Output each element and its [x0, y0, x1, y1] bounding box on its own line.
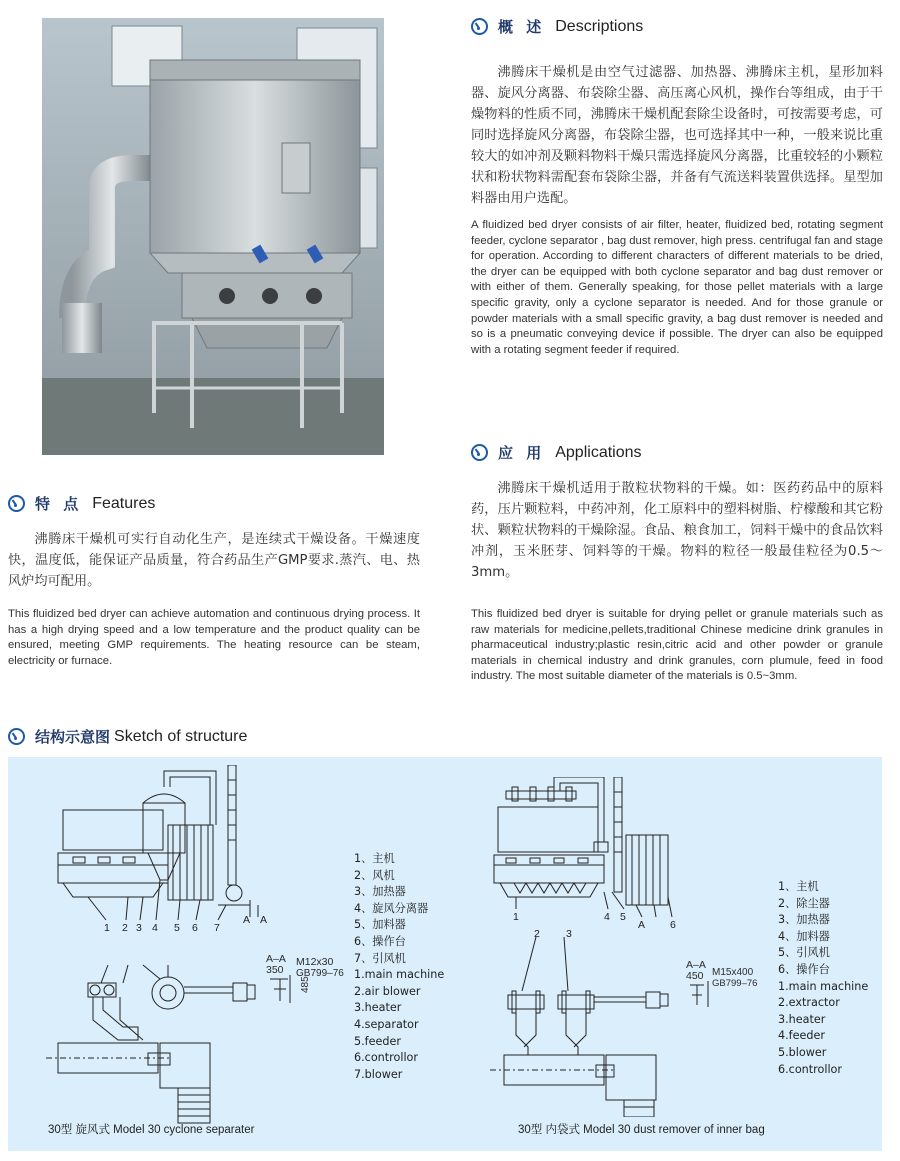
cyclone-legend-item: 1.main machine — [354, 968, 445, 982]
inner-bag-section-detail — [686, 959, 776, 1009]
cyclone-legend-item: 3、加热器 — [354, 885, 406, 899]
cyclone-label-a1: A — [243, 914, 251, 926]
applications-text-en: This fluidized bed dryer is suitable for drying pellet or granule materials such as raw materials for medicine,pellets,traditional Chinese medicine drink granules in pharmaceutical industry;plastic resin,citric acid and other powder or granule materials in chemical industry and drink granules, corn plumule, feed in food industry. The most suitable diameter of the materials is 0.5~3mm. — [471, 608, 883, 683]
inner-bag-label-1: 1 — [513, 911, 519, 923]
dryer-photo-illustration — [42, 18, 384, 455]
applications-heading-cn: 应 用 — [498, 444, 546, 462]
cyclone-label-3: 3 — [136, 922, 142, 934]
descriptions-heading — [471, 16, 643, 37]
applications-text-cn: 沸腾床干燥机适用于散粒状物料的干燥。如：医药药品中的原料药，压片颗粒料，中药冲剂，化工原料中的塑料树脂、柠檬酸和其它粉状、颗粒状物料的干燥除湿。食品、粮食加工，饲料干燥中的食品饮料冲剂，玉米胚芽、饲料等的干燥。物料的粒径一般最佳粒径为0.5～3mm。 — [471, 481, 883, 580]
cyclone-label-a2: A — [260, 914, 268, 926]
features-text-en: This fluidized bed dryer can achieve automation and continuous drying process. It has a high drying speed and a low temperature and the product quality can be ensured, meeting GMP requirements. The heating resource can be steam, electricity or furnace. — [8, 608, 420, 667]
sketch-heading-en: Sketch of structure — [114, 727, 248, 745]
inner-bag-legend-item: 4.feeder — [778, 1029, 825, 1043]
cyclone-legend-item: 6.controllor — [354, 1051, 419, 1065]
descriptions-text-en: A fluidized bed dryer consists of air filter, heater, fluidized bed, rotating segment feeder, cyclone separator , bag dust remover, high press. centrifugal fan and stage for operation. According to different characters of different materials to be dried, the dryer can be equipped with both cyclone separator and bag dust remover or with either of them. Generally speaking, for those pellet materials with a large specific gravity, only a cyclone separator is needed. And for those granule or powder materials with a small specific gravity, a bag dust remover is needed and so is a pneumatic conveying device if possible. The dryer can also be equipped with a rotating segment feeder if required. — [471, 219, 883, 356]
inner-bag-label-5: 5 — [620, 911, 626, 923]
sketch-heading — [8, 726, 247, 747]
inner-bag-section-sketch — [686, 981, 716, 1009]
features-heading-en: Features — [92, 494, 156, 512]
gauge-icon — [471, 444, 488, 461]
descriptions-text-cn: 沸腾床干燥机是由空气过滤器、加热器、沸腾床主机，星形加料器、旋风分离器、布袋除尘器、高压离心风机，操作台等组成，由于干燥物料的性质不同，沸腾床干燥机配套除尘设备时，可按需要考虑，可同时选择旋风分离器，布袋除尘器，也可选择其中一种，一般来说比重较大的如冲剂及颗料物料干燥只需选择旋风分离器，比重较轻的小颗粒状和粉状物料需配套布袋除尘器，并备有气流送料装置供选择。星型加料器由用户选配。 — [471, 65, 883, 206]
cyclone-legend-item: 2.air blower — [354, 984, 421, 998]
cyclone-dim-485: 485 — [300, 976, 311, 993]
cyclone-legend-item: 4.separator — [354, 1017, 419, 1031]
inner-bag-legend-item: 3、加热器 — [778, 913, 830, 927]
cyclone-legend-item: 1、主机 — [354, 852, 395, 865]
applications-heading — [471, 442, 642, 463]
inner-bag-caption: 30型 内袋式 Model 30 dust remover of inner bag — [518, 1124, 765, 1136]
cyclone-label-4: 4 — [152, 922, 158, 934]
inner-bag-dim-450: 450 — [686, 970, 704, 982]
cyclone-legend-item: 4、旋风分离器 — [354, 901, 429, 915]
inner-bag-dim-bolt: M15x400 — [712, 967, 754, 978]
cyclone-dim-standard: GB799–76 — [296, 968, 344, 979]
cyclone-dim-bolt: M12x30 — [296, 956, 334, 968]
cyclone-caption: 30型 旋风式 Model 30 cyclone separater — [48, 1124, 255, 1136]
inner-bag-legend-item: 2、除尘器 — [778, 896, 830, 910]
inner-bag-legend-item: 5、引风机 — [778, 946, 830, 960]
cyclone-label-2: 2 — [122, 922, 128, 934]
inner-bag-legend — [778, 879, 868, 1078]
descriptions-heading-en: Descriptions — [555, 17, 644, 35]
applications-heading-en: Applications — [555, 443, 642, 461]
cyclone-label-7: 7 — [214, 922, 220, 934]
cyclone-legend — [354, 851, 444, 1083]
inner-bag-legend-item: 5.blower — [778, 1045, 827, 1059]
cyclone-dim-350: 350 — [266, 964, 284, 976]
features-heading-cn: 特 点 — [35, 495, 83, 513]
cyclone-legend-item: 7、引风机 — [354, 951, 406, 965]
cyclone-model-drawing — [28, 765, 348, 1125]
inner-bag-legend-item: 1.main machine — [778, 979, 869, 993]
inner-bag-label-a: A — [638, 919, 646, 931]
cyclone-legend-item: 6、操作台 — [354, 934, 406, 948]
inner-bag-legend-item: 4、加料器 — [778, 929, 830, 943]
cyclone-label-5: 5 — [174, 922, 180, 934]
inner-bag-legend-item: 3.heater — [778, 1012, 826, 1026]
inner-bag-dim-standard: GB799–76 — [712, 978, 758, 989]
cyclone-legend-item: 7.blower — [354, 1067, 403, 1081]
inner-bag-legend-item: 2.extractor — [778, 996, 840, 1010]
dryer-photo — [42, 18, 384, 455]
inner-bag-label-3: 3 — [566, 928, 572, 940]
cyclone-legend-item: 3.heater — [354, 1001, 402, 1015]
sketch-panel — [8, 757, 882, 1151]
cyclone-section-detail — [266, 953, 356, 1013]
inner-bag-section-label: A–A — [686, 959, 706, 971]
inner-bag-label-2: 2 — [534, 928, 540, 940]
features-text-cn: 沸腾床干燥机可实行自动化生产，是连续式干燥设备。干燥速度快，温度低，能保证产品质量，符合药品生产GMP要求.蒸汽、电、热风炉均可配用。 — [8, 532, 420, 589]
sketch-heading-cn: 结构示意图 — [35, 728, 111, 746]
inner-bag-legend-item: 1、主机 — [778, 880, 819, 893]
inner-bag-label-6: 6 — [670, 919, 676, 931]
inner-bag-legend-item: 6、操作台 — [778, 962, 830, 976]
inner-bag-legend-item: 6.controllor — [778, 1062, 843, 1076]
cyclone-label-6: 6 — [192, 922, 198, 934]
inner-bag-label-4: 4 — [604, 911, 610, 923]
gauge-icon — [8, 728, 25, 745]
descriptions-heading-cn: 概 述 — [498, 18, 546, 36]
cyclone-legend-item: 5.feeder — [354, 1034, 401, 1048]
gauge-icon — [8, 495, 25, 512]
gauge-icon — [471, 18, 488, 35]
features-heading — [8, 493, 155, 514]
inner-bag-model-drawing — [486, 777, 736, 1117]
cyclone-section-sketch — [266, 975, 306, 1005]
cyclone-section-label: A–A — [266, 953, 286, 965]
cyclone-legend-item: 2、风机 — [354, 868, 395, 882]
cyclone-label-1: 1 — [104, 922, 110, 934]
cyclone-legend-item: 5、加料器 — [354, 918, 406, 932]
